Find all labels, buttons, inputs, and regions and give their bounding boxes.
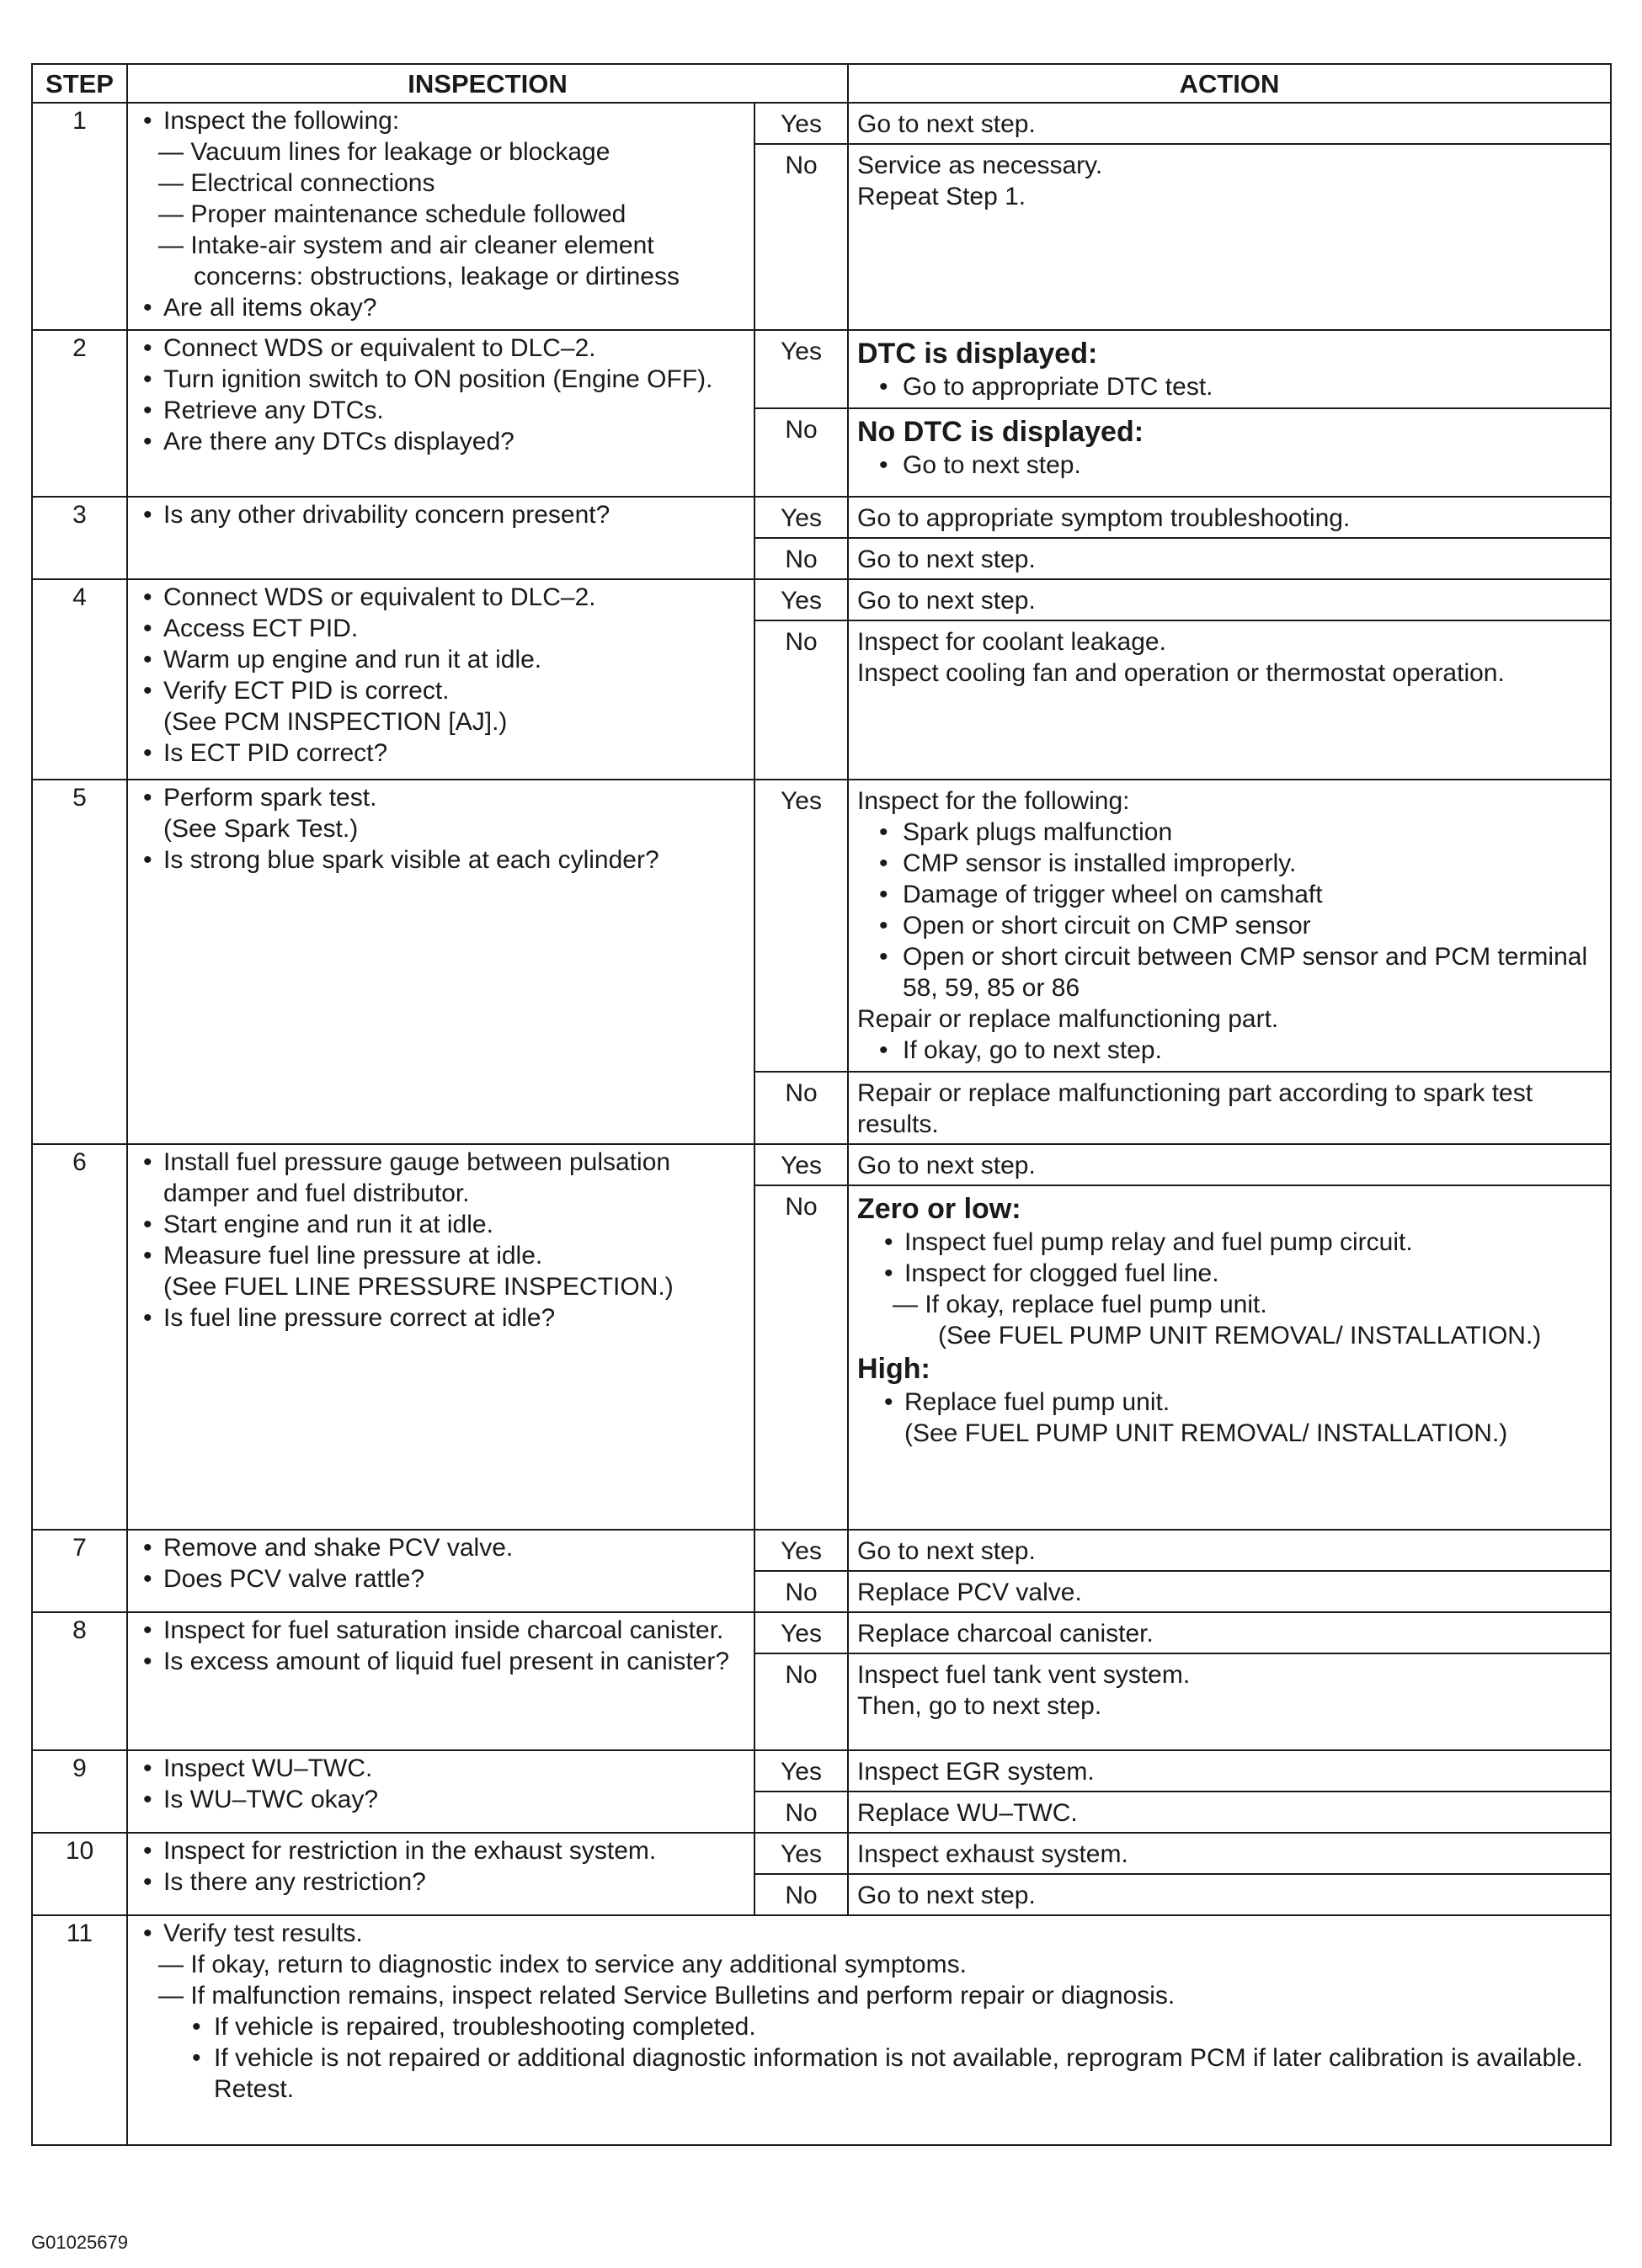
action-item: • CMP sensor is installed improperly. — [857, 848, 1603, 879]
inspection-cell — [127, 330, 754, 497]
inspection-item: • Retrieve any DTCs. — [141, 395, 744, 426]
step-number: 2 — [32, 330, 127, 497]
action-line: Inspect fuel tank vent system. — [857, 1661, 1191, 1689]
table-row — [32, 1530, 1611, 1571]
inspection-item: • Inspect the following: — [141, 105, 744, 136]
yes-action: Go to next step. — [848, 1144, 1611, 1185]
no-action: Go to next step. — [848, 1874, 1611, 1915]
yes-action — [848, 780, 1611, 1072]
action-item: • Damage of trigger wheel on camshaft — [857, 879, 1603, 910]
inspection-item: • Warm up engine and run it at idle. — [141, 644, 744, 675]
step-number: 4 — [32, 579, 127, 780]
no-label: No — [754, 1792, 848, 1833]
yes-action: Go to next step. — [848, 103, 1611, 144]
inspection-item: • Measure fuel line pressure at idle. — [141, 1240, 744, 1271]
action-heading: DTC is displayed: — [857, 338, 1098, 370]
action-heading: Zero or low: — [857, 1193, 1021, 1225]
action-line: Repair or replace malfunctioning part. — [857, 1005, 1279, 1033]
action-heading: No DTC is displayed: — [857, 416, 1144, 448]
no-action — [848, 1185, 1611, 1530]
table-row — [32, 103, 1611, 144]
yes-action: Inspect exhaust system. — [848, 1833, 1611, 1874]
inspection-cell — [127, 1833, 754, 1915]
inspection-item: • Access ECT PID. — [141, 613, 744, 644]
yes-label: Yes — [754, 1144, 848, 1185]
yes-label: Yes — [754, 330, 848, 408]
yes-label: Yes — [754, 780, 848, 1072]
no-label: No — [754, 538, 848, 579]
yes-action: Replace charcoal canister. — [848, 1612, 1611, 1653]
action-line: Then, go to next step. — [857, 1692, 1102, 1720]
action-item: • If okay, go to next step. — [857, 1035, 1603, 1066]
inspection-question: • Does PCV valve rattle? — [141, 1563, 744, 1595]
troubleshooting-document — [31, 63, 1610, 2146]
action-reference: (See FUEL PUMP UNIT REMOVAL/ INSTALLATION.) — [938, 1322, 1542, 1350]
action-item: • Inspect for clogged fuel line. — [857, 1258, 1603, 1289]
no-action — [848, 408, 1611, 497]
inspection-question: • Is excess amount of liquid fuel present in canister? — [141, 1646, 744, 1677]
inspection-item: • Install fuel pressure gauge between pulsation damper and fuel distributor. — [141, 1147, 744, 1209]
table-row — [32, 497, 1611, 538]
no-label: No — [754, 1072, 848, 1144]
no-action: Replace PCV valve. — [848, 1571, 1611, 1612]
step-number: 10 — [32, 1833, 127, 1915]
action-heading: High: — [857, 1353, 930, 1385]
inspection-question: • Are there any DTCs displayed? — [141, 426, 744, 457]
inspection-subitem: — If malfunction remains, inspect related Service Bulletins and perform repair or diagnosis. — [158, 1982, 1176, 2010]
final-step-cell — [127, 1915, 1611, 2145]
action-item: • Go to next step. — [857, 450, 1603, 481]
action-line: Service as necessary. — [857, 152, 1103, 179]
no-label: No — [754, 1653, 848, 1750]
yes-action: Inspect EGR system. — [848, 1750, 1611, 1792]
action-item: • Spark plugs malfunction — [857, 817, 1603, 848]
inspection-reference: (See Spark Test.) — [163, 815, 359, 843]
inspection-cell — [127, 1612, 754, 1750]
inspection-subitem: — Proper maintenance schedule followed — [158, 200, 626, 228]
action-item: • Open or short circuit on CMP sensor — [857, 910, 1603, 941]
table-row — [32, 1612, 1611, 1653]
inspection-item: • Remove and shake PCV valve. — [141, 1532, 744, 1563]
inspection-question: • Is WU–TWC okay? — [141, 1784, 744, 1815]
step-number: 11 — [32, 1915, 127, 2145]
yes-label: Yes — [754, 497, 848, 538]
inspection-item: • Inspect for restriction in the exhaust system. — [141, 1835, 744, 1866]
inspection-item: • Verify ECT PID is correct. — [141, 675, 744, 706]
inspection-subitem: — Intake-air system and air cleaner element concerns: obstructions, leakage or dirtiness — [158, 232, 680, 290]
inspection-outcome: • If vehicle is repaired, troubleshooting completed. — [141, 2011, 1600, 2042]
inspection-subitem: — Vacuum lines for leakage or blockage — [158, 138, 610, 166]
yes-action — [848, 330, 1611, 408]
yes-label: Yes — [754, 1750, 848, 1792]
figure-code: G01025679 — [31, 2232, 128, 2253]
yes-action: Go to next step. — [848, 579, 1611, 620]
inspection-reference: (See FUEL LINE PRESSURE INSPECTION.) — [163, 1273, 674, 1301]
inspection-item: • Connect WDS or equivalent to DLC–2. — [141, 582, 744, 613]
inspection-question: • Is ECT PID correct? — [141, 737, 744, 769]
inspection-cell — [127, 579, 754, 780]
inspection-subitem: — If okay, return to diagnostic index to service any additional symptoms. — [158, 1951, 967, 1978]
yes-label: Yes — [754, 579, 848, 620]
action-line: Repeat Step 1. — [857, 183, 1026, 210]
inspection-item: • Verify test results. — [141, 1918, 1600, 1949]
step-number: 6 — [32, 1144, 127, 1530]
step-number: 5 — [32, 780, 127, 1144]
inspection-subitem: — Electrical connections — [158, 169, 435, 197]
no-action: Go to next step. — [848, 538, 1611, 579]
yes-label: Yes — [754, 1833, 848, 1874]
action-subitem: — If okay, replace fuel pump unit. — [893, 1291, 1267, 1318]
action-line: Inspect for coolant leakage. — [857, 628, 1166, 656]
inspection-outcome: • If vehicle is not repaired or additional diagnostic information is not available, reprogram PCM if later calibration is available. Retest. — [141, 2042, 1600, 2105]
action-line: Inspect cooling fan and operation or thermostat operation. — [857, 659, 1505, 687]
no-label: No — [754, 408, 848, 497]
no-label: No — [754, 1571, 848, 1612]
no-label: No — [754, 1185, 848, 1530]
inspection-cell — [127, 780, 754, 1144]
step-number: 1 — [32, 103, 127, 330]
no-label: No — [754, 144, 848, 330]
inspection-reference: (See PCM INSPECTION [AJ].) — [163, 708, 508, 736]
no-action — [848, 620, 1611, 780]
step-number: 3 — [32, 497, 127, 579]
no-label: No — [754, 1874, 848, 1915]
inspection-header: INSPECTION — [127, 64, 848, 103]
no-action: Repair or replace malfunctioning part according to spark test results. — [848, 1072, 1611, 1144]
action-item: • Inspect fuel pump relay and fuel pump circuit. — [857, 1227, 1603, 1258]
action-item: • Go to appropriate DTC test. — [857, 371, 1603, 402]
inspection-item: • Inspect for fuel saturation inside charcoal canister. — [141, 1615, 744, 1646]
inspection-cell — [127, 103, 754, 330]
no-action — [848, 1653, 1611, 1750]
yes-label: Yes — [754, 103, 848, 144]
step-header: STEP — [32, 64, 127, 103]
no-action — [848, 144, 1611, 330]
action-item: • Open or short circuit between CMP sensor and PCM terminal 58, 59, 85 or 86 — [857, 941, 1603, 1004]
table-row — [32, 1915, 1611, 2145]
inspection-item: • Inspect WU–TWC. — [141, 1753, 744, 1784]
no-label: No — [754, 620, 848, 780]
table-row — [32, 1750, 1611, 1792]
step-number: 8 — [32, 1612, 127, 1750]
yes-label: Yes — [754, 1612, 848, 1653]
action-header: ACTION — [848, 64, 1611, 103]
inspection-question: • Are all items okay? — [141, 292, 744, 323]
table-row — [32, 780, 1611, 1072]
diagnostic-table — [31, 63, 1612, 2146]
action-item: • Replace fuel pump unit. — [857, 1387, 1603, 1418]
table-row — [32, 1144, 1611, 1185]
table-row — [32, 579, 1611, 620]
inspection-item: • Start engine and run it at idle. — [141, 1209, 744, 1240]
inspection-question: • Is any other drivability concern present? — [141, 499, 744, 530]
inspection-cell — [127, 497, 754, 579]
step-number: 7 — [32, 1530, 127, 1612]
table-row — [32, 330, 1611, 408]
inspection-question: • Is strong blue spark visible at each cylinder? — [141, 844, 744, 876]
table-row — [32, 1833, 1611, 1874]
inspection-item: • Perform spark test. — [141, 782, 744, 813]
table-header-row — [32, 64, 1611, 103]
inspection-cell — [127, 1530, 754, 1612]
action-reference: (See FUEL PUMP UNIT REMOVAL/ INSTALLATION.) — [904, 1419, 1508, 1447]
step-number: 9 — [32, 1750, 127, 1833]
inspection-cell — [127, 1750, 754, 1833]
yes-label: Yes — [754, 1530, 848, 1571]
yes-action: Go to appropriate symptom troubleshooting. — [848, 497, 1611, 538]
inspection-question: • Is there any restriction? — [141, 1866, 744, 1898]
yes-action: Go to next step. — [848, 1530, 1611, 1571]
inspection-item: • Turn ignition switch to ON position (Engine OFF). — [141, 364, 744, 395]
inspection-question: • Is fuel line pressure correct at idle? — [141, 1302, 744, 1334]
no-action: Replace WU–TWC. — [848, 1792, 1611, 1833]
inspection-cell — [127, 1144, 754, 1530]
action-line: Inspect for the following: — [857, 787, 1130, 815]
inspection-item: • Connect WDS or equivalent to DLC–2. — [141, 333, 744, 364]
